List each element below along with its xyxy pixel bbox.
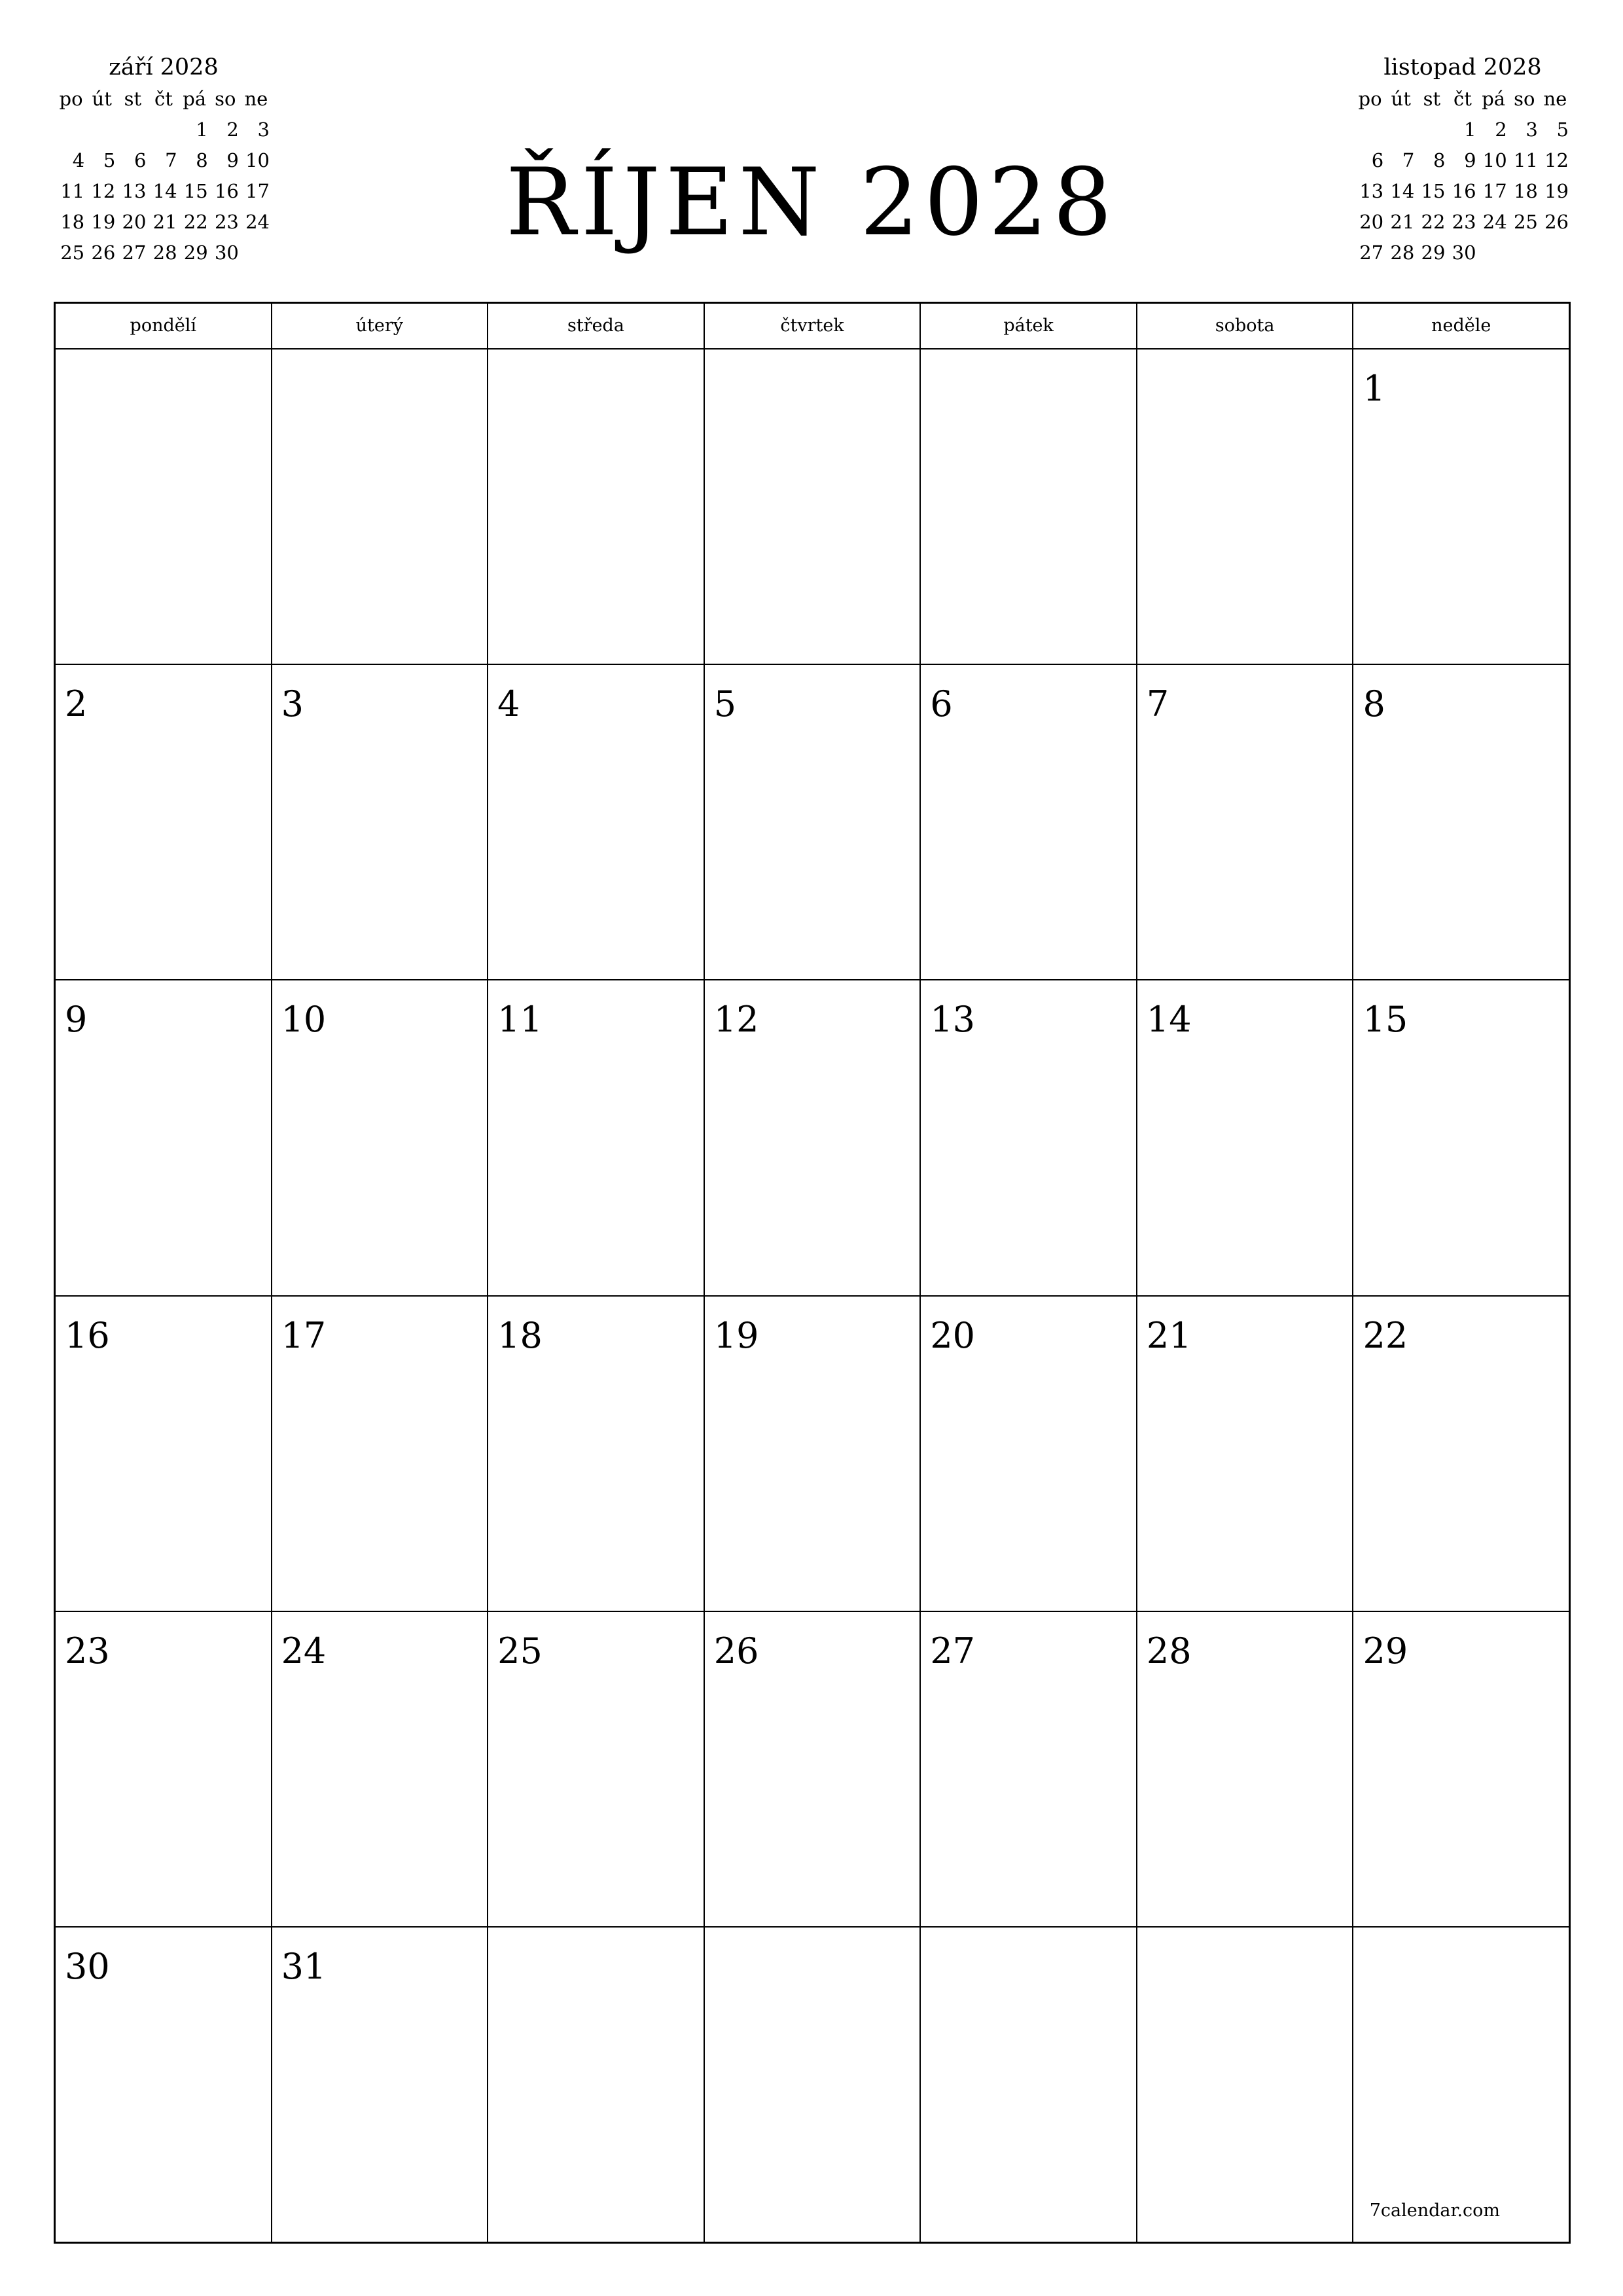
day-number: 5 [713,683,737,725]
day-cell [1353,1612,1569,1926]
day-number: 19 [713,1314,759,1356]
day-cell [272,1928,489,2242]
day-number: 4 [497,683,520,725]
day-number: 30 [65,1945,110,1987]
mini-day: 27 [1359,242,1384,264]
mini-day: 15 [183,180,208,202]
day-cell [56,350,272,664]
mini-day: 8 [196,149,208,171]
mini-day [117,115,148,145]
mini-day: 18 [1513,180,1538,202]
mini-day: 13 [1359,180,1384,202]
day-number: 3 [281,683,304,725]
mini-day: 19 [91,211,116,233]
mini-day: 9 [226,149,239,171]
mini-day: 21 [152,211,177,233]
mini-weekday: so [215,88,236,110]
mini-calendar-title: září 2028 [109,54,219,81]
weekday-header: středa [488,304,705,348]
weekday-header: úterý [272,304,489,348]
day-number: 8 [1363,683,1385,725]
day-cell [705,1928,921,2242]
mini-day: 6 [1371,149,1384,171]
weekday-header: neděle [1431,315,1491,336]
mini-weekday: čt [1454,88,1472,110]
mini-day: 17 [245,180,270,202]
mini-day: 9 [1464,149,1476,171]
mini-day: 28 [152,242,177,264]
mini-day: 11 [1513,149,1538,171]
day-number: 22 [1363,1314,1408,1356]
day-number: 10 [281,999,327,1041]
mini-day: 29 [183,242,208,264]
mini-day: 11 [60,180,85,202]
mini-weekday: st [124,88,142,110]
mini-day: 24 [1482,211,1507,233]
day-cell [56,665,272,979]
mini-day: 4 [72,149,85,171]
day-number: 1 [1363,368,1385,409]
day-number: 25 [497,1630,543,1672]
mini-day: 20 [122,211,147,233]
mini-weekday: so [1514,88,1535,110]
day-cell [272,665,489,979]
day-number: 12 [713,999,759,1041]
day-cell [705,665,921,979]
day-cell [1353,1928,1569,2242]
mini-day: 19 [1544,180,1569,202]
mini-day: 25 [1513,211,1538,233]
mini-day [148,115,179,145]
mini-day: 2 [1495,118,1507,141]
mini-day: 30 [1452,242,1476,264]
weekday-header-row [56,304,1569,350]
day-cell [272,1612,489,1926]
day-number: 18 [497,1314,543,1356]
day-number: 24 [281,1630,327,1672]
mini-day: 1 [1464,118,1476,141]
day-cell [488,980,705,1295]
mini-day: 17 [1482,180,1507,202]
day-number: 20 [930,1314,976,1356]
footer-website: 7calendar.com [1369,2200,1501,2221]
mini-day: 14 [152,180,177,202]
day-cell [1353,1297,1569,1611]
mini-day [1478,238,1509,268]
mini-day: 18 [60,211,85,233]
day-cell [488,665,705,979]
month-title: ŘÍJEN 2028 [505,149,1118,257]
mini-calendar-next-month [1355,51,1571,268]
mini-day: 1 [196,118,208,141]
day-number: 15 [1363,999,1408,1041]
mini-day: 12 [91,180,116,202]
mini-weekday: čt [154,88,173,110]
day-cell [272,1297,489,1611]
mini-day: 10 [245,149,270,171]
mini-day [1540,238,1571,268]
mini-day: 27 [122,242,147,264]
week-row [56,980,1569,1296]
day-cell [921,665,1137,979]
day-number: 9 [65,999,88,1041]
day-cell [488,1612,705,1926]
mini-day: 7 [1402,149,1415,171]
week-row [56,350,1569,665]
day-cell [921,350,1137,664]
day-cell [1137,350,1354,664]
mini-weekday: po [59,88,83,110]
day-number: 16 [65,1314,110,1356]
mini-day: 26 [91,242,116,264]
day-number: 17 [281,1314,327,1356]
day-cell [272,350,489,664]
day-cell [705,980,921,1295]
day-cell [921,980,1137,1295]
week-row [56,665,1569,980]
day-cell [56,1297,272,1611]
mini-weekday: ne [244,88,268,110]
day-cell [921,1928,1137,2242]
day-number: 23 [65,1630,110,1672]
mini-day: 26 [1544,211,1569,233]
day-cell [1353,350,1569,664]
day-cell [1137,1612,1354,1926]
day-number: 11 [497,999,543,1041]
day-cell [705,1612,921,1926]
weeks [56,350,1569,2242]
day-cell [488,350,705,664]
mini-day: 25 [60,242,85,264]
day-cell [1137,665,1354,979]
day-number: 2 [65,683,88,725]
mini-weekday: pá [183,88,207,110]
mini-day: 22 [183,211,208,233]
mini-day: 28 [1390,242,1415,264]
day-cell [488,1297,705,1611]
mini-day: 10 [1482,149,1507,171]
weekday-header: sobota [1137,304,1354,348]
day-number: 31 [281,1945,327,1987]
day-cell [56,1928,272,2242]
mini-day: 7 [165,149,177,171]
day-number: 28 [1146,1630,1192,1672]
mini-day [1416,115,1447,145]
day-cell [56,980,272,1295]
mini-day: 3 [1525,118,1538,141]
mini-day: 21 [1390,211,1415,233]
day-number: 27 [930,1630,976,1672]
weekday-header: čtvrtek [705,304,921,348]
day-cell [921,1612,1137,1926]
mini-day: 16 [214,180,239,202]
mini-day: 29 [1421,242,1446,264]
mini-day: 5 [103,149,116,171]
mini-day [1355,115,1385,145]
day-number: 26 [713,1630,759,1672]
week-row [56,1928,1569,2242]
mini-day: 2 [226,118,239,141]
day-cell [1353,665,1569,979]
mini-day: 30 [214,242,239,264]
mini-weekday: út [92,88,112,110]
mini-day: 14 [1390,180,1415,202]
mini-day: 5 [1556,118,1569,141]
day-number: 13 [930,999,976,1041]
mini-weekday: st [1423,88,1441,110]
mini-weekday: út [1391,88,1411,110]
mini-day [1385,115,1416,145]
mini-day [1509,238,1540,268]
mini-day: 6 [134,149,147,171]
mini-calendar-title: listopad 2028 [1383,54,1542,81]
mini-day [86,115,117,145]
mini-day: 22 [1421,211,1446,233]
month-calendar-grid [54,302,1571,2244]
mini-day: 3 [257,118,270,141]
day-cell [705,350,921,664]
mini-day: 20 [1359,211,1384,233]
day-number: 7 [1146,683,1169,725]
day-cell [56,1612,272,1926]
weekday-header: pátek [921,304,1137,348]
mini-day: 23 [1452,211,1476,233]
day-number: 21 [1146,1314,1192,1356]
day-cell [705,1297,921,1611]
mini-day: 13 [122,180,147,202]
day-cell [1353,980,1569,1295]
mini-day: 16 [1452,180,1476,202]
mini-weekday: pá [1482,88,1506,110]
mini-weekday: ne [1543,88,1567,110]
week-row [56,1297,1569,1612]
day-cell [921,1297,1137,1611]
day-number: 6 [930,683,953,725]
mini-calendar-grid [1355,84,1571,268]
day-cell [1137,1928,1354,2242]
mini-day: 12 [1544,149,1569,171]
mini-weekday: po [1358,88,1382,110]
mini-day: 15 [1421,180,1446,202]
day-cell [1137,1297,1354,1611]
day-number: 14 [1146,999,1192,1041]
day-cell [488,1928,705,2242]
mini-day [56,115,86,145]
week-row [56,1612,1569,1928]
weekday-header: pondělí [56,304,272,348]
mini-day: 23 [214,211,239,233]
day-number: 29 [1363,1630,1408,1672]
day-cell [1137,980,1354,1295]
mini-day: 8 [1433,149,1446,171]
mini-day: 24 [245,211,270,233]
day-cell [272,980,489,1295]
